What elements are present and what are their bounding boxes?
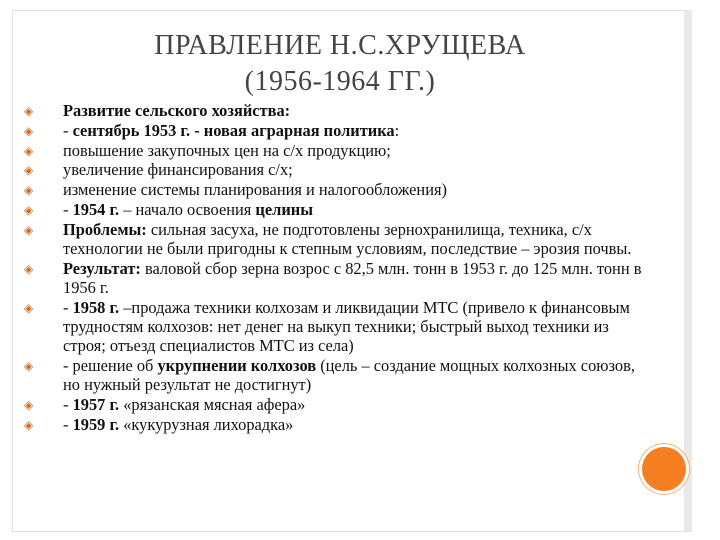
- slide-title: [60, 28, 620, 100]
- bold-text: 1957 г.: [72, 394, 120, 414]
- text: (цель – создание мощных колхозных союзов, но нужный результат не достигнут): [63, 355, 635, 395]
- text: –продажа техники колхозам и ликвидации МТС (привело к финансовым трудностям колхозов: нет денег на выкуп техники; быстрый выход техники из строя; отъезд специалистов МТС из села): [63, 297, 630, 356]
- list-item: [22, 200, 652, 219]
- text: -: [63, 394, 73, 414]
- bold-text: 1958 г.: [72, 297, 120, 317]
- list-item: [22, 180, 652, 199]
- text: -: [63, 120, 73, 140]
- orange-diamond-icon: ◈: [24, 300, 34, 315]
- orange-diamond-icon: ◈: [24, 143, 34, 158]
- bullet-list: [22, 101, 652, 435]
- list-item: [22, 395, 652, 414]
- orange-diamond-icon: ◈: [24, 358, 34, 373]
- bold-text: 1954 г.: [72, 199, 120, 219]
- bold-text: целины: [255, 199, 314, 219]
- list-item: [22, 101, 652, 120]
- text: – начало освоения: [119, 199, 256, 219]
- bold-text: Проблемы:: [63, 219, 147, 239]
- text: :: [394, 120, 400, 140]
- list-item: [22, 121, 652, 140]
- text: повышение закупочных цен на с/х продукцию;: [63, 140, 391, 160]
- orange-diamond-icon: ◈: [24, 183, 34, 198]
- orange-circle-decoration: [642, 447, 686, 491]
- bold-text: 1959 г.: [72, 414, 120, 434]
- bold-text: укрупнении колхозов: [157, 355, 317, 375]
- text: -: [63, 297, 73, 317]
- bold-text: Развитие сельского хозяйства:: [63, 101, 291, 120]
- list-item: [22, 141, 652, 160]
- list-item: [22, 259, 652, 297]
- orange-diamond-icon: ◈: [24, 123, 34, 138]
- text: - решение об: [63, 355, 158, 375]
- text: -: [63, 199, 73, 219]
- list-item: [22, 415, 652, 434]
- orange-diamond-icon: ◈: [24, 397, 34, 412]
- title-line-2: (1956-1964 ГГ.): [244, 66, 436, 97]
- orange-diamond-icon: ◈: [24, 417, 34, 432]
- orange-diamond-icon: ◈: [24, 222, 34, 237]
- list-item: [22, 220, 652, 258]
- text: -: [63, 414, 73, 434]
- text: «кукурузная лихорадка»: [119, 414, 294, 434]
- text: увеличение финансирования с/х;: [63, 160, 293, 180]
- orange-diamond-icon: ◈: [24, 261, 34, 276]
- text: сильная засуха, не подготовлены зернохранилища, техника, с/х технологии не были пригодны к степным условиям, последствие – эрозия почвы.: [63, 219, 632, 258]
- orange-diamond-icon: ◈: [24, 104, 34, 118]
- title-line-1: ПРАВЛЕНИЕ Н.С.ХРУЩЕВА: [154, 30, 526, 61]
- text: валовой сбор зерна возрос с 82,5 млн. тонн в 1953 г. до 125 млн. тонн в 1956 г.: [63, 258, 642, 297]
- bold-text: сентябрь 1953 г. - новая аграрная политика: [72, 120, 395, 140]
- text: изменение системы планирования и налогообложения): [63, 180, 447, 200]
- list-item: [22, 356, 652, 394]
- orange-diamond-icon: ◈: [24, 163, 34, 178]
- bold-text: Результат:: [63, 258, 141, 278]
- text: «рязанская мясная афера»: [119, 394, 306, 414]
- orange-diamond-icon: ◈: [24, 202, 34, 217]
- list-item: [22, 160, 652, 179]
- list-item: [22, 298, 652, 356]
